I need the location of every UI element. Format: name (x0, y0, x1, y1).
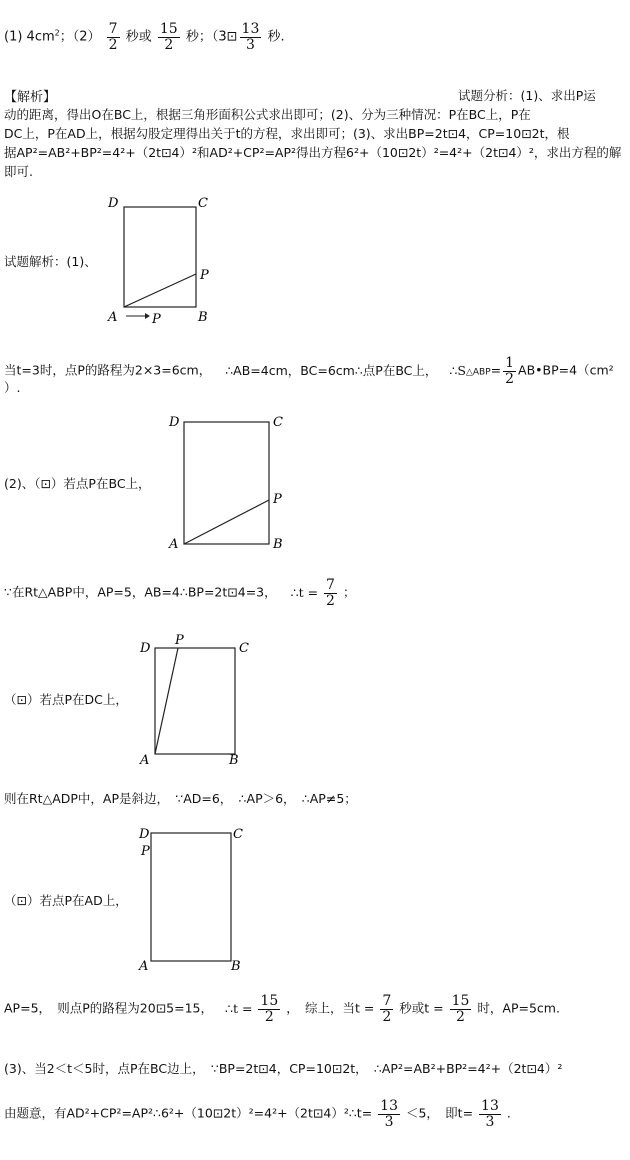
figure-4 (135, 820, 265, 972)
answer-part1: (1) 4cm (4, 29, 55, 45)
fig4-label-P: P (141, 844, 150, 859)
case3-fraction-2: $\frac{7}{2}$ (382, 993, 392, 1025)
figure-3 (135, 630, 265, 770)
part1-line: 当t=3时，点P的路程为2×3=6cm， ∴AB=4cm，BC=6cm∴点P在BC上， ∴S△ABP= $\frac{1}{2}$ AB•BP=4（cm² (4, 355, 614, 387)
answer-tail: 秒. (267, 29, 285, 45)
answer-line: (1) $4cm^2$；（2） $\frac{7}{2}$ 秒或 $\frac{15}{2}$ 秒；（3⊡ $\frac{13}{3}$ 秒. (4, 21, 285, 53)
fig2-label-A: A (169, 537, 179, 552)
answer-fraction-2: $\frac{15}{2}$ (159, 21, 178, 53)
fig3-label-P: P (175, 633, 184, 648)
fig1-label-C: C (198, 196, 208, 211)
answer-fraction-1: $\frac{7}{2}$ (108, 21, 118, 53)
final-line: 由题意，有AD²+CP²=AP²∴6²+（10⊡2t）²=4²+（2t⊡4）²∴t= $\frac{13}{3}$ ＜5， 即t= $\frac{13}{3}$ . (4, 1098, 511, 1130)
fig2-label-B: B (273, 537, 283, 552)
fig3-label-A: A (140, 753, 150, 768)
case3-fraction-3: $\frac{15}{2}$ (451, 993, 470, 1025)
solution-label: 试题解析：(1)、 (4, 254, 97, 269)
part3-line: (3)、当2＜t＜5时，点P在BC边上， ∵BP=2t⊡4，CP=10⊡2t， ∴AP²=AB²+BP²=4²+（2t⊡4）² (4, 1061, 563, 1076)
fig4-label-A: A (139, 959, 149, 972)
part1-close: ）. (4, 380, 21, 395)
fig1-label-P: P (200, 268, 209, 283)
fig2-label-C: C (273, 415, 283, 430)
part2-fraction: $\frac{7}{2}$ (326, 577, 335, 609)
fig1-label-A: A (108, 310, 118, 325)
case2-label: （⊡）若点P在DC上， (4, 692, 128, 707)
fig4-label-D: D (139, 827, 150, 842)
case3-line: AP=5， 则点P的路程为20⊡5=15， ∴t = $\frac{15}{2}$ ， 综上，当t = $\frac{7}{2}$ 秒或t = $\frac{15}{2}$ 时，AP=5cm. (4, 993, 560, 1025)
fig3-label-B: B (229, 753, 239, 768)
analysis-heading: 【解析】 (4, 90, 57, 105)
part2-label: (2)、（⊡）若点P在BC上， (4, 476, 151, 491)
analysis-body: 动的距离，得出O在BC上，根据三角形面积公式求出即可；(2)、分为三种情况：P在BC上，P在 DC上，P在AD上，根据勾股定理得出关于t的方程，求出即可；(3)、求出BP=2t⊡4，CP=10⊡2t，根 据AP²=AB²+BP²=4²+（2t⊡4）²和AD²+CP²=AP²得出方程6²+（10⊡2t）²=4²+（2t⊡4）²，求出方程的解 即可. (4, 107, 622, 179)
fig1-label-B: B (198, 310, 208, 325)
figure-1 (100, 190, 230, 330)
fig2-label-D: D (169, 415, 180, 430)
fig4-label-C: C (233, 827, 243, 842)
answer-sep1: ；（2） (59, 29, 101, 45)
analysis-label-line: 试题分析：(1)、求出P运 (458, 88, 596, 103)
fig1-label-arrow-P: P (152, 312, 161, 327)
answer-sep2: 秒；（3 (185, 29, 227, 45)
fig4-label-B: B (231, 959, 241, 972)
half-fraction: $\frac{1}{2}$ (505, 355, 515, 387)
part2-line: ∵在Rt△ABP中，AP=5，AB=4∴BP=2t⊡4=3， ∴t = $\frac{7}{2}$ ； (4, 577, 356, 609)
figure-2 (165, 410, 295, 555)
case3-fraction-1: $\frac{15}{2}$ (260, 993, 279, 1025)
answer-fraction-3: $\frac{13}{3}$ (241, 21, 260, 53)
fig1-label-D: D (108, 196, 119, 211)
case2-line: 则在Rt△ADP中，AP是斜边， ∵AD=6， ∴AP＞6， ∴AP≠5； (4, 791, 357, 806)
final-fraction-1: $\frac{13}{3}$ (380, 1098, 398, 1130)
final-fraction-2: $\frac{13}{3}$ (481, 1098, 499, 1130)
fig3-label-D: D (140, 641, 151, 656)
fig3-label-C: C (239, 641, 249, 656)
fig2-label-P: P (273, 492, 282, 507)
case3-label: （⊡）若点P在AD上， (4, 893, 128, 908)
answer-mid: 秒或 (125, 29, 152, 45)
